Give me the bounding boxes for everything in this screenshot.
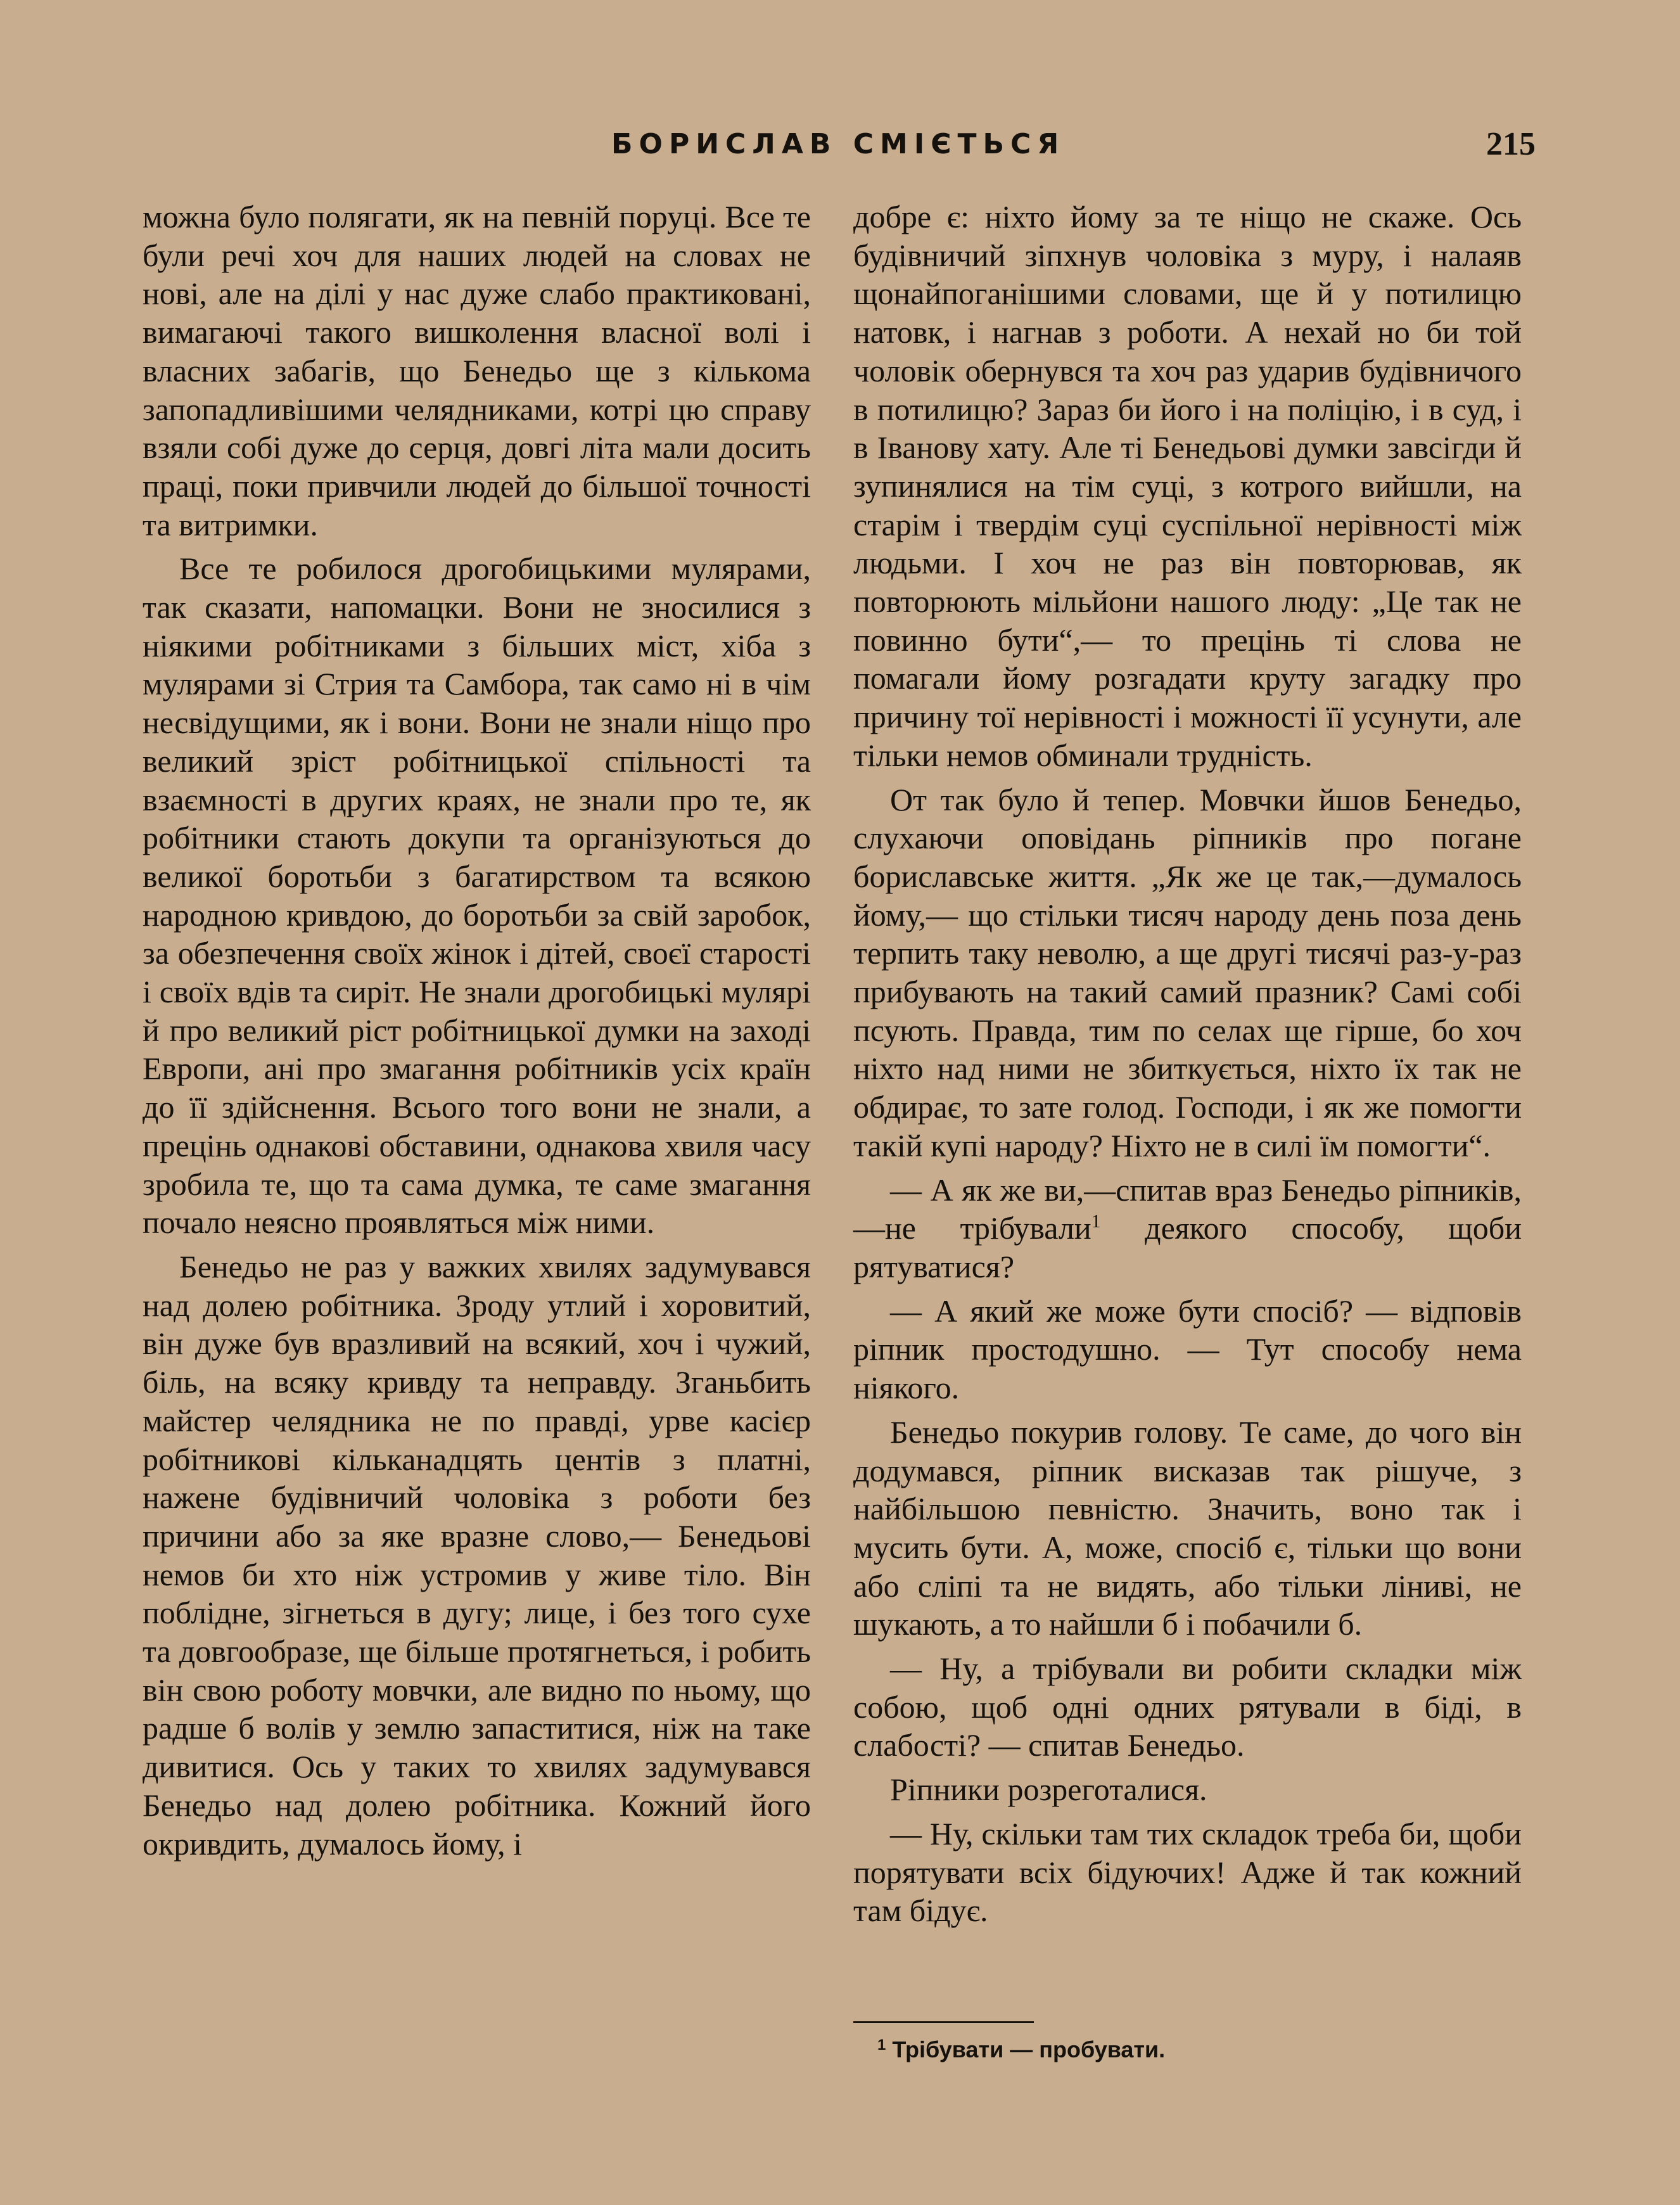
paragraph: Бенедьо не раз у важких хвилях задумувався над долею робітника. Зроду утлий і хоровитий, він дуже був вразливий на всякий, хоч і чужий, біль, на всяку кривду та неправду. Зганьбить майстер челядника не по правді, урве касієр робітникові кільканадцять центів з платні, нажене будівничий чоловіка з роботи без причини або за яке вразне слово,— Бенедьові немов би хто ніж устромив у живе тіло. Він поблідне, зігнеться в дугу; лице, і без того сухе та довгообразе, ще більше протягнеться, і робить він свою роботу мовчки, але видно по ньому, що радше б волів у землю запаститися, ніж на таке дивитися. Ось у таких то хвилях задумувався Бенедьо над долею робітника. Кожний його окривдить, думалось йому, і [143,1248,811,1862]
footnote [877,2035,1165,2064]
paragraph: — Ну, а трібували ви робити складки між собою, щоб одні одних рятували в біді, в слабості? — спитав Бенедьо. [853,1651,1522,1763]
footnote-reference: 1 [1091,1211,1101,1232]
footnote-marker: 1 [877,2036,886,2054]
paragraph: — Ну, скільки там тих складок треба би, щоби порятувати всіх бідуючих! Адже й так кожний там бідує. [853,1815,1522,1929]
footnote-text: Трібувати — пробувати. [892,2036,1166,2062]
footnote-divider [853,2021,1034,2023]
page-number: 215 [1486,126,1536,162]
paragraph: Все те робилося дрогобицькими мулярами, так сказати, напомацки. Вони не зносилися з ніякими робітниками з більших міст, хіба з мулярами зі Стрия та Самбора, так само ні в чім несвідущими, як і вони. Вони не знали ніщо про великий зріст робітницької спільності та взаємності в других краях, не знали про те, як робітники стають докупи та організуються до великої боротьби з багатирством та всякою народною кривдою, до боротьби за свій заробок, за обезпечення своїх жінок і дітей, своєї старості і своїх вдів та сиріт. Не знали дрогобицькі мулярі й про великий ріст робітницької думки на заході Европи, ані про змагання робітників усіх країн до її здійснення. Всього того вони не знали, а прецінь однакові обставини, однакова хвиля часу зробила те, що та сама думка, те саме змагання почало неясно проявляться між ними. [143,551,811,1241]
paragraph: Бенедьо покурив голову. Те саме, до чого він додумався, ріпник висказав так рішуче, з найбільшою певністю. Значить, воно так і мусить бути. А, може, спосіб є, тільки що вони або сліпі та не видять, або тільки ліниві, не шукають, а то найшли б і побачили б. [853,1414,1522,1642]
right-column [853,198,1522,1936]
paragraph: — А який же може бути спосіб? — відповів ріпник простодушно. — Тут способу нема ніякого. [853,1293,1522,1406]
running-header [0,119,1680,170]
paragraph [853,1171,1522,1286]
paragraph: можна було полягати, як на певній поруці. Все те були речі хоч для наших людей на словах не нові, але на ділі у нас дуже слабо практиковані, вимагаючі такого вишколення власної волі і власних забагів, що Бенедьо ще з кількома запопадливішими челядниками, котрі цю справу взяли собі дуже до серця, довгі літа мали досить праці, поки привчили людей до більшої точності та витримки. [143,199,811,542]
paragraph-text: деякого способу, щоби рятуватися? [853,1210,1522,1284]
paragraph-text: — А як же ви,—спитав враз Бенедьо ріпників,—не трібували [853,1172,1522,1246]
paragraph: добре є: ніхто йому за те ніщо не скаже. Ось будівничий зіпхнув чоловіка з муру, і налаяв щонайпоганішими словами, ще й у потилицю натовк, і нагнав з роботи. А нехай но би той чоловік обернувся та хоч раз ударив будівничого в потилицю? Зараз би його і на поліцію, і в суд, і в Іванову хату. Але ті Бенедьові думки завсігди й зупинялися на тім суці, з котрого вийшли, на старім і твердім суці суспільної нерівності між людьми. І хоч не раз він повторював, як повторюють мільйони нашого люду: „Це так не повинно бути“,— то прецінь ті слова не помагали йому розгадати круту загадку про причину тої нерівності і можності її усунути, але тільки немов обминали трудність. [853,199,1522,773]
paragraph: Ріпники розреготалися. [890,1772,1207,1808]
running-title: БОРИСЛАВ СМІЄТЬСЯ [611,128,1066,160]
paragraph: От так було й тепер. Мовчки йшов Бенедьо, слухаючи оповідань ріпників про погане бориславське життя. „Як же це так,—думалось йому,— що стільки тисяч народу день поза день терпить таку неволю, а ще другі тисячі раз-у-раз прибувають на такий самий празник? Самі собі псують. Правда, тим по селах ще гірше, бо хоч ніхто над ними не збиткується, ніхто їх так не обдирає, то зате голод. Господи, і як же помогти такій купі народу? Ніхто не в силі їм помогти“. [853,781,1522,1163]
left-column [143,198,811,1869]
